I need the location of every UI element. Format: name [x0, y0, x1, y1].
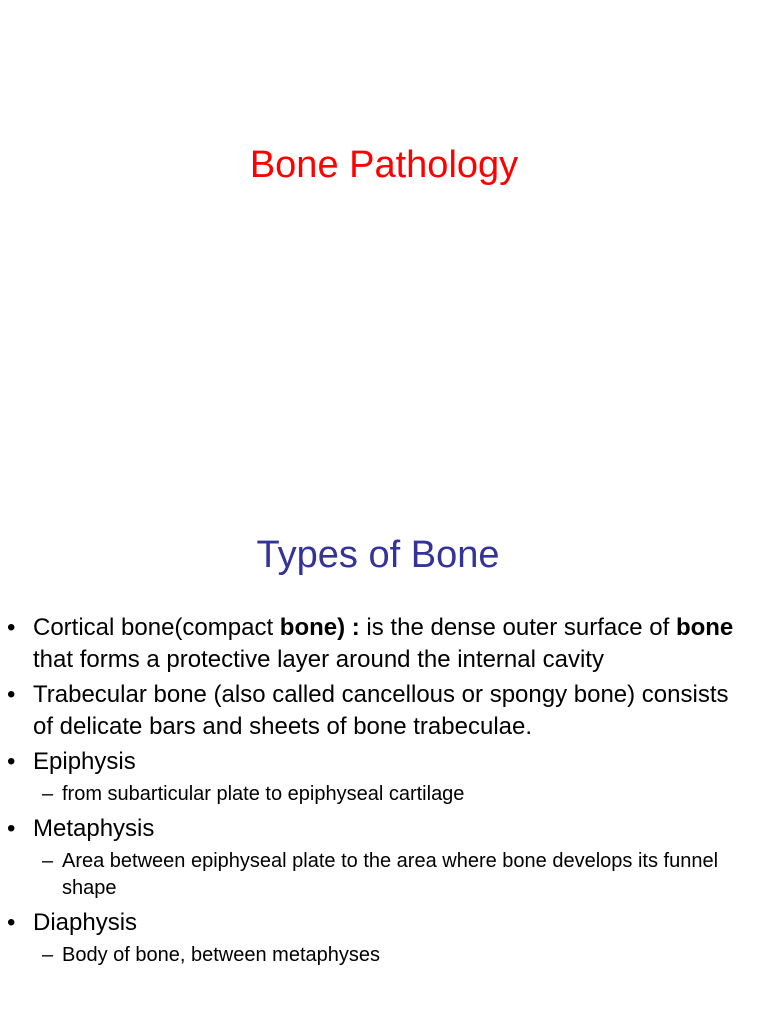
bullet-marker: • — [7, 681, 16, 708]
bullet-marker: • — [7, 748, 16, 775]
sub-bullet-marker: – — [42, 783, 54, 805]
bullet-diaphysis — [0, 907, 768, 939]
bullet-epiphysis — [0, 746, 768, 778]
bullet-metaphysis — [0, 813, 768, 845]
bullet-trabecular-bone — [0, 679, 768, 743]
cortical-text-1: Cortical bone(compact — [33, 614, 280, 641]
diaphysis-label: Diaphysis — [33, 909, 138, 936]
sub-bullet-marker: – — [42, 850, 54, 872]
cortical-bold-1: bone) : — [279, 614, 360, 641]
sub-bullet-metaphysis — [0, 848, 768, 902]
metaphysis-label: Metaphysis — [33, 815, 155, 842]
slide-title-bone-pathology: Bone Pathology — [249, 144, 519, 186]
bullet-marker: • — [7, 614, 16, 641]
cortical-text-2: is the dense outer surface of — [359, 614, 676, 641]
epiphysis-label: Epiphysis — [33, 748, 136, 775]
sub-bullet-epiphysis — [0, 781, 768, 808]
cortical-text-3: that forms a protective layer around the internal cavity — [33, 646, 604, 673]
metaphysis-description: Area between epiphyseal plate to the area where bone develops its funnel shape — [62, 850, 719, 899]
sub-bullet-diaphysis — [0, 942, 768, 969]
epiphysis-description: from subarticular plate to epiphyseal cartilage — [62, 783, 465, 805]
bullet-cortical-bone — [0, 612, 768, 676]
diaphysis-description: Body of bone, between metaphyses — [62, 944, 380, 966]
cortical-bold-2: bone — [675, 614, 734, 641]
trabecular-text: Trabecular bone (also called cancellous or spongy bone) consists of delicate bars and sheets of bone trabeculae. — [33, 681, 729, 740]
content-slide — [0, 512, 768, 1024]
slide-title-types-of-bone: Types of Bone — [256, 534, 500, 576]
bullet-marker: • — [7, 909, 16, 936]
bullet-list — [0, 612, 768, 974]
sub-bullet-marker: – — [42, 944, 54, 966]
bullet-marker: • — [7, 815, 16, 842]
